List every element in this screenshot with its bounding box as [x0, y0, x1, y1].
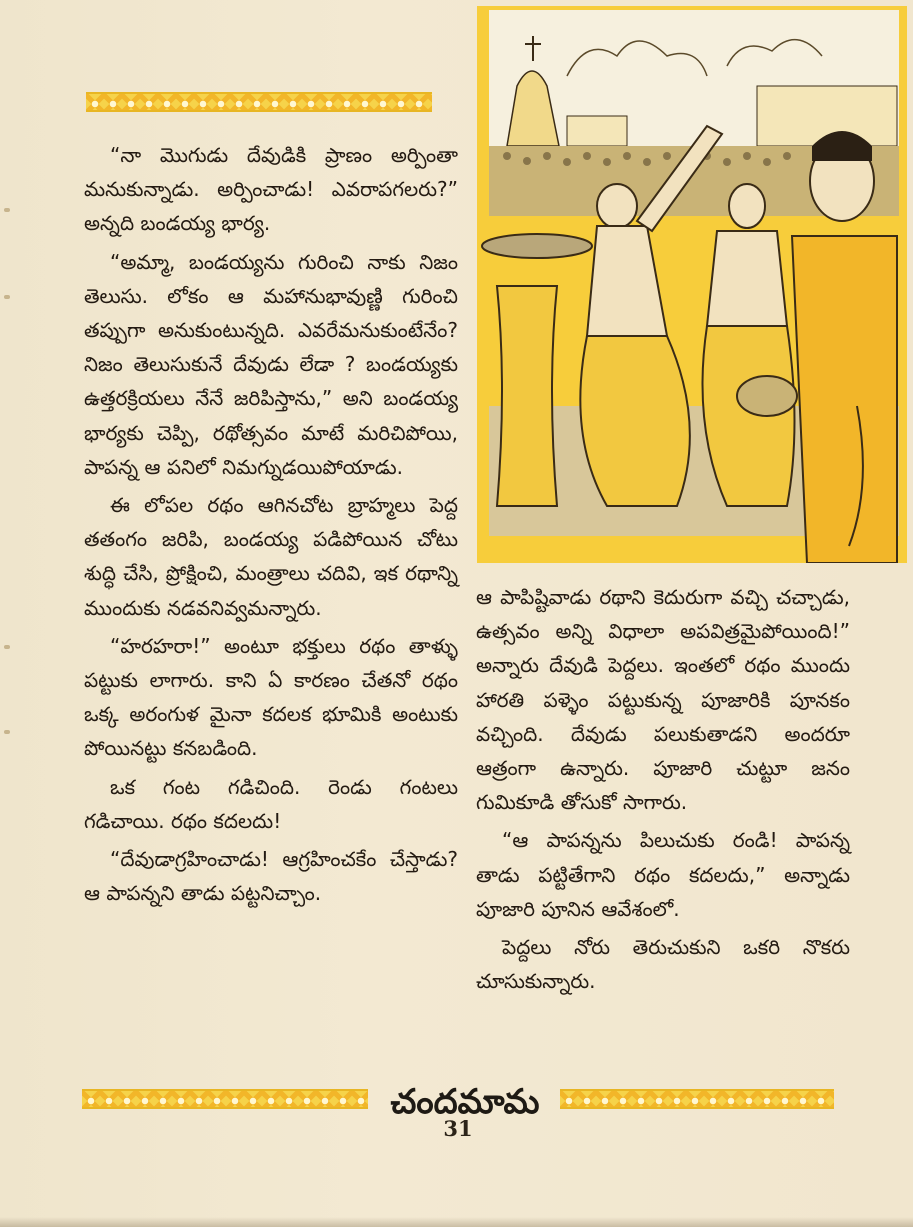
illustration-drawing	[477, 6, 907, 563]
page-number: 31	[443, 1116, 473, 1141]
paragraph: “అమ్మా, బండయ్యను గురించి నాకు నిజం తెలుసు. లోకం ఆ మహానుభావుణ్ణి గురించి తప్పుగా అనుకుంటున్నది. ఎవరేమనుకుంటేనేం? నిజం తెలుసుకునే దేవుడు లేడా ? బండయ్యకు ఉత్తరక్రియలు నేనే జరిపిస్తాను,” అని బండయ్య భార్యకు చెప్పి, రథోత్సవం మాటే మరిచిపోయి, పాపన్న ఆ పనిలో నిమగ్నుడయిపోయాడు.	[84, 249, 458, 479]
punch-mark	[4, 295, 10, 299]
paragraph: “నా మొగుడు దేవుడికి ప్రాణం అర్పింతా మనుకున్నాడు. అర్పించాడు! ఎవరాపగలరు?” అన్నది బండయ్య భార్య.	[84, 143, 458, 236]
punch-mark	[4, 208, 10, 212]
chariot-festival-illustration	[477, 6, 907, 563]
paragraph: “హరహరా!” అంటూ భక్తులు రథం తాళ్ళు పట్టుకు లాగారు. కాని ఏ కారణం చేతనో రథం ఒక్క అరంగుళ మైనా కదలక భూమికి అంటుకు పోయినట్టు కనబడింది.	[84, 633, 458, 761]
punch-mark	[4, 730, 10, 734]
left-text-column	[84, 138, 458, 910]
magazine-title: చందమామ	[390, 1082, 540, 1122]
paragraph: “దేవుడాగ్రహించాడు! ఆగ్రహించకేం చేస్తాడు? ఆ పాపన్నని తాడు పట్టనిచ్చాం.	[84, 847, 458, 906]
paragraph: ఒక గంట గడిచింది. రెండు గంటలు గడిచాయి. రథం కదలదు!	[84, 774, 458, 833]
footer-ornament-right	[560, 1089, 834, 1109]
paragraph: ఆ పాపిష్టివాడు రథాని కెదురుగా వచ్చి చచ్చాడు, ఉత్సవం అన్ని విధాలా అపవిత్రమైపోయింది!” అన్నారు దేవుడి పెద్దలు. ఇంతలో రథం ముందు హారతి పళ్ళెం పట్టుకున్న పూజారికి పూనకం వచ్చింది. దేవుడు పలుకుతాడని అందరూ ఆత్రంగా ఉన్నారు. పూజారి చుట్టూ జనం గుమికూడి తోసుకో సాగారు.	[476, 585, 850, 815]
paragraph: ఈ లోపల రథం ఆగినచోట బ్రాహ్మలు పెద్ద తతంగం జరిపి, బండయ్య పడిపోయిన చోటు శుద్ధి చేసి, ప్రోక్షించి, మంత్రాలు చదివి, ఇక రథాన్ని ముందుకు నడవనివ్వమన్నారు.	[84, 493, 458, 620]
footer-ornament-left	[82, 1089, 368, 1109]
page-edge-shadow	[0, 1217, 913, 1227]
top-ornament-border	[86, 92, 432, 112]
punch-mark	[4, 645, 10, 649]
paragraph: పెద్దలు నోరు తెరుచుకుని ఒకరి నొకరు చూసుకున్నారు.	[476, 935, 850, 994]
paragraph: “ఆ పాపన్నను పిలుచుకు రండి! పాపన్న తాడు పట్టితేగాని రథం కదలదు,” అన్నాడు పూజారి పూనిన ఆవేశంలో.	[476, 828, 850, 921]
right-text-column	[476, 580, 850, 998]
